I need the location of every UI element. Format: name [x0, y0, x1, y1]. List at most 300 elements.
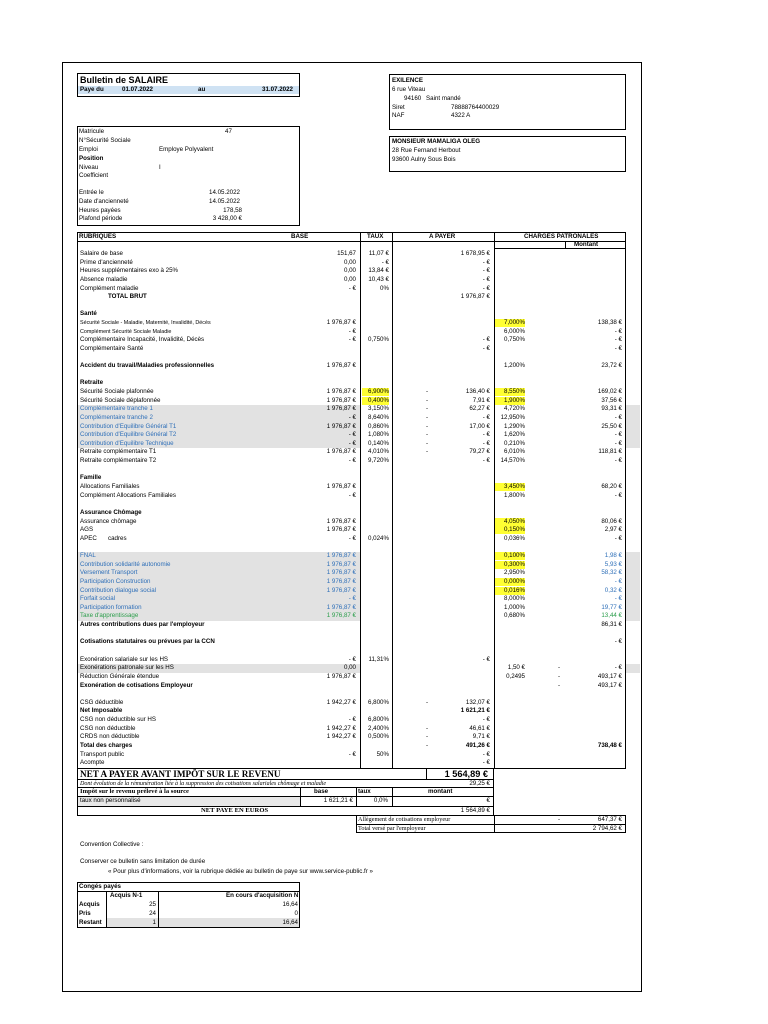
conges-col-n1: Acquis N-1 — [110, 892, 143, 899]
rubrique-label: Transport public — [80, 750, 125, 758]
charge-taux: 0,2495 — [506, 672, 525, 680]
rubrique-label: Participation formation — [80, 603, 142, 611]
base-value: 1 976,87 € — [326, 526, 356, 534]
base-value: - € — [348, 595, 356, 603]
pay-value: 62,27 € — [469, 405, 490, 413]
charge-taux: 8,000% — [504, 595, 525, 603]
anciennete-label: Date d'ancienneté — [79, 198, 129, 205]
rubrique-label: Heures supplémentaires exo à 25% — [80, 267, 179, 275]
pay-value: - € — [482, 431, 490, 439]
niveau-value: I — [159, 164, 161, 171]
row-shade — [626, 561, 640, 570]
conges-row-n1: 25 — [149, 901, 156, 908]
employer-name: EXILENCE — [392, 77, 423, 84]
rubrique-label: CRDS non déductible — [80, 733, 140, 741]
taux-value: 6,800% — [368, 716, 389, 724]
base-value: - € — [348, 457, 356, 465]
siret-label: Siret — [392, 104, 405, 111]
col-montant: Montant — [574, 241, 599, 248]
heures-label: Heures payées — [79, 207, 121, 214]
charge-taux: 1,620% — [504, 431, 525, 439]
naf-value: 4322 A — [451, 112, 471, 119]
pay-value: - € — [482, 750, 490, 758]
impot-base: 1 621,21 € — [323, 797, 353, 804]
heures-value: 178,58 — [223, 207, 242, 214]
taux-value: 10,43 € — [368, 275, 389, 283]
charge-taux: 0,000% — [495, 578, 525, 586]
row-shade — [626, 440, 640, 449]
employee-name: MONSIEUR MAMALIGA OLEG — [392, 138, 481, 145]
base-value: 1 976,87 € — [326, 586, 356, 594]
net-note: Dont évolution de la rémunération liée à la suppression des cotisations salariales chômage et maladie — [80, 781, 327, 787]
taux-value: 3,150% — [368, 405, 389, 413]
charge-taux: 2,950% — [504, 569, 525, 577]
charge-amount: 86,31 € — [601, 621, 622, 629]
base-value: 0,00 — [343, 275, 356, 283]
charge-taux: 1,000% — [504, 603, 525, 611]
base-value: - € — [348, 431, 356, 439]
employee-address: 28 Rue Fernand Herbout — [392, 147, 461, 154]
pay-dash: - — [426, 733, 429, 741]
rubrique-label: CSG non déductible sur HS — [80, 716, 157, 724]
pay-value: - € — [482, 336, 490, 344]
row-shade — [626, 405, 640, 414]
charge-taux: 0,100% — [495, 552, 525, 560]
charge-taux: 1,290% — [504, 422, 525, 430]
charge-amount: - € — [614, 336, 622, 344]
charge-amount: 169,02 € — [597, 388, 622, 396]
pay-dash: - — [426, 405, 429, 413]
rubrique-label: Contribution solidarité autonomie — [80, 560, 171, 568]
base-value: 1 942,27 € — [326, 698, 356, 706]
net-label: NET A PAYER AVANT IMPÔT SUR LE REVENU — [80, 769, 281, 779]
taux-value: 6,900% — [362, 388, 389, 396]
charge-amount: 80,06 € — [601, 517, 622, 525]
base-value: 1 976,87 € — [326, 362, 356, 370]
charge-amount: 58,32 € — [601, 569, 622, 577]
charge-dash: - — [558, 672, 561, 680]
rubrique-label: Exonération de cotisations Employeur — [80, 681, 193, 689]
charge-amount: 25,50 € — [601, 422, 622, 430]
charge-amount: - € — [614, 327, 622, 335]
pay-dash: - — [426, 439, 429, 447]
rubrique-label: Complément maladie — [80, 284, 139, 292]
plafond-value: 3 428,00 € — [212, 215, 242, 222]
base-value: 1 976,87 € — [326, 603, 356, 611]
base-value: - € — [348, 284, 356, 292]
taux-value: 11,31% — [368, 655, 389, 663]
pay-dash: - — [426, 413, 429, 421]
rubrique-label: Complémentaire Incapacité, Invalidité, Décès — [80, 336, 205, 344]
rubrique-label: Sécurité Sociale - Maladie, Maternité, Invalidité, Décès — [80, 320, 211, 327]
impot-taux-label: taux — [358, 788, 371, 795]
nss-label: N°Sécurité Sociale — [79, 137, 131, 144]
period-from: 01.07.2022 — [122, 86, 153, 93]
charge-taux: 6,000% — [504, 327, 525, 335]
entree-label: Entrée le — [79, 189, 104, 196]
charge-amount: - € — [614, 457, 622, 465]
charge-taux: 4,050% — [495, 518, 525, 526]
charge-amount: - € — [614, 595, 622, 603]
charge-amount: - € — [614, 577, 622, 585]
emploi-value: Employe Polyvalent — [159, 146, 214, 153]
emploi-label: Emploi — [79, 146, 98, 153]
naf-label: NAF — [392, 112, 405, 119]
allegement-value: 647,37 € — [597, 816, 622, 823]
charge-amount: 738,48 € — [597, 741, 622, 749]
rubrique-label: Retraite complémentaire T2 — [80, 457, 157, 465]
pay-value: 46,61 € — [469, 724, 490, 732]
rubrique-label: Complémentaire tranche 1 — [80, 405, 153, 413]
row-shade — [626, 664, 640, 673]
plafond-label: Plafond période — [79, 215, 123, 222]
pay-dash: - — [426, 431, 429, 439]
charge-amount: 23,72 € — [601, 362, 622, 370]
base-value: 1 976,87 € — [326, 552, 356, 560]
allegement-label: Allègement de cotisations employeur — [358, 816, 451, 823]
employer-city: Saint mandé — [426, 95, 461, 102]
taux-value: 0,500% — [368, 733, 389, 741]
charge-taux: 8,550% — [495, 388, 525, 396]
rubrique-label: Exonérations patronale sur les HS — [80, 664, 174, 672]
entree-value: 14.05.2022 — [209, 189, 240, 196]
anciennete-value: 14.05.2022 — [209, 198, 240, 205]
taux-value: 50% — [376, 750, 389, 758]
charge-taux: 0,750% — [504, 336, 525, 344]
pay-value: 491,26 € — [465, 741, 490, 749]
rubrique-label: Exonération salariale sur les HS — [80, 655, 169, 663]
base-value: 1 976,87 € — [326, 560, 356, 568]
base-value: 0,00 — [343, 267, 356, 275]
pay-value: - € — [482, 267, 490, 275]
taux-value: 13,84 € — [368, 267, 389, 275]
rubrique-label: Contribution d'Equilibre Général T2 — [80, 431, 177, 439]
pay-value: 1 976,87 € — [460, 293, 490, 301]
niveau-label: Niveau — [79, 164, 99, 171]
charge-taux: 1,200% — [504, 362, 525, 370]
charge-taux: 0,036% — [504, 534, 525, 542]
rubrique-label: Sécurité Sociale déplafonnée — [80, 396, 161, 404]
charge-amount: 68,20 € — [601, 483, 622, 490]
base-value: 1 976,87 € — [326, 612, 356, 620]
rubrique-label: Prime d'ancienneté — [80, 258, 133, 266]
pay-dash: - — [426, 741, 429, 749]
charge-amount: - € — [614, 534, 622, 542]
total-verse-label: Total versé par l'employeur — [358, 825, 426, 832]
col-charges: CHARGES PATRONALES — [524, 233, 599, 240]
pay-value: 132,07 € — [465, 698, 490, 706]
rubrique-label: AGS — [80, 526, 94, 534]
base-value: - € — [348, 716, 356, 724]
pay-value: - € — [482, 457, 490, 465]
pay-value: 136,40 € — [465, 388, 490, 396]
pay-value: 1 621,21 € — [460, 707, 490, 715]
conges-row-label: Restant — [79, 919, 102, 926]
base-value: - € — [348, 413, 356, 421]
pay-value: - € — [482, 258, 490, 266]
rubrique-label: TOTAL BRUT — [108, 293, 147, 301]
base-value: - € — [348, 439, 356, 447]
total-verse-value: 2 794,62 € — [592, 825, 622, 832]
pay-value: - € — [482, 655, 490, 663]
row-shade — [626, 414, 640, 423]
taux-value: 2,400% — [368, 724, 389, 732]
base-value: 1 976,87 € — [326, 422, 356, 430]
base-value: 0,00 — [343, 664, 356, 672]
base-value: 1 976,87 € — [326, 319, 356, 327]
conges-row-n1: 1 — [152, 919, 156, 926]
base-value: 1 976,87 € — [326, 672, 356, 680]
conges-row-label: Pris — [79, 910, 91, 917]
base-value: 1 942,27 € — [326, 724, 356, 732]
pay-dash: - — [426, 422, 429, 430]
row-shade — [626, 587, 640, 596]
pay-value: - € — [482, 275, 490, 283]
rubrique-label: Famille — [80, 474, 102, 482]
charge-amount: 19,77 € — [601, 603, 622, 611]
pay-dash: - — [426, 698, 429, 706]
period-au: au — [198, 86, 206, 93]
taux-value: 9,720% — [368, 457, 389, 465]
pay-dash: - — [426, 396, 429, 404]
net-value: 1 564,89 € — [444, 769, 488, 779]
charge-amount: 1,98 € — [604, 552, 622, 560]
rubrique-label: Contribution d'Equilibre Technique — [80, 439, 174, 447]
charge-amount: 5,93 € — [604, 560, 622, 568]
rubrique-label: Complément Sécurité Sociale Maladie — [80, 328, 172, 335]
conges-row-n: 0 — [294, 910, 298, 917]
charge-amount: - € — [614, 664, 622, 672]
taux-value: 1,080% — [368, 431, 389, 439]
pay-value: - € — [482, 439, 490, 447]
taux-value: 4,010% — [368, 448, 389, 456]
taux-value: 8,640% — [368, 413, 389, 421]
rubrique-label: CSG non déductible — [80, 724, 136, 732]
charge-amount: 37,56 € — [601, 396, 622, 404]
rubrique-label: Taxe d'apprentissage — [80, 612, 139, 620]
row-shade — [626, 431, 640, 440]
rubrique-label: Acompte — [80, 759, 105, 767]
period-to: 31.07.2022 — [262, 86, 293, 93]
charge-amount: 138,38 € — [597, 319, 622, 327]
charge-amount: - € — [614, 491, 622, 499]
matricule-value: 47 — [225, 128, 232, 135]
conges-row-label: Acquis — [79, 901, 100, 908]
info-text: « Pour plus d'informations, voir la rubrique dédiée au bulletin de paye sur www.service-public.fr » — [108, 868, 373, 875]
conges-row-n1: 24 — [149, 910, 156, 917]
allegement-dash: - — [558, 816, 561, 823]
rubrique-label: Participation Construction — [80, 577, 151, 585]
row-shade — [626, 552, 640, 561]
charge-amount: 118,81 € — [598, 448, 622, 456]
taux-value: 0,860% — [368, 422, 389, 430]
col-rubriques: RUBRIQUES — [79, 233, 117, 240]
base-value: 151,67 — [337, 250, 356, 257]
conges-row-n: 16,64 — [282, 919, 298, 926]
position-label: Position — [79, 155, 104, 162]
impot-taux: 0,0% — [373, 797, 388, 804]
rubrique-label: Complémentaire Santé — [80, 344, 144, 352]
net-euros-value: 1 564,89 € — [460, 807, 490, 814]
pay-dash: - — [426, 448, 429, 456]
base-value: - € — [348, 750, 356, 758]
row-shade — [626, 569, 640, 578]
rubrique-label: Sécurité Sociale plafonnée — [80, 388, 154, 396]
pay-value: - € — [482, 284, 490, 292]
matricule-label: Matricule — [79, 128, 105, 135]
employer-address: 6 rue Viteau — [392, 86, 426, 93]
taux-np-label: taux non personnalisé — [80, 797, 141, 804]
col-base: BASE — [291, 233, 309, 240]
row-shade — [626, 578, 640, 587]
taux-value: 0,400% — [362, 397, 389, 405]
net-euros-label: NET PAYE EN EUROS — [201, 807, 269, 814]
conges-row-n: 16,64 — [282, 901, 298, 908]
charge-amount: 493,17 € — [597, 672, 622, 680]
rubrique-label: Contribution d'Equilibre Général T1 — [80, 422, 177, 430]
row-shade — [626, 604, 640, 613]
pay-value: - € — [482, 344, 490, 352]
impot-base-label: base — [314, 788, 329, 795]
siret-value: 78888764400029 — [451, 104, 500, 111]
charge-amount: - € — [614, 344, 622, 352]
rubrique-label: Assurance Chômage — [80, 508, 142, 516]
pay-value: 79,27 € — [469, 448, 490, 456]
taux-value: 6,800% — [368, 698, 389, 706]
charge-taux: 14,570% — [500, 457, 525, 465]
charge-taux: 1,800% — [504, 491, 525, 499]
row-shade — [626, 595, 640, 604]
base-value: - € — [348, 655, 356, 663]
charge-taux: 0,680% — [504, 612, 525, 620]
charge-amount: - € — [614, 413, 622, 421]
charge-amount: - € — [614, 638, 622, 646]
pay-value: - € — [482, 413, 490, 421]
conserver-text: Conserver ce bulletin sans limitation de durée — [80, 858, 206, 865]
rubrique-label: Versement Transport — [80, 569, 138, 577]
charge-amount: - € — [614, 431, 622, 439]
pay-dash: - — [426, 724, 429, 732]
base-value: - € — [348, 336, 356, 344]
base-value: - € — [348, 327, 356, 335]
period-label: Paye du — [80, 86, 104, 93]
pay-value: 9,71 € — [472, 733, 490, 741]
charge-taux: 0,150% — [495, 526, 525, 534]
rubrique-label: Contribution dialogue social — [80, 586, 157, 594]
rubrique-label: CSG déductible — [80, 698, 124, 706]
pay-dash: - — [426, 388, 429, 396]
rubrique-label: Réduction Générale étendue — [80, 672, 160, 680]
rubrique-label: Total des charges — [80, 741, 133, 749]
charge-amount: 93,31 € — [601, 405, 622, 413]
rubrique-label: Retraite — [80, 379, 104, 387]
net-note-value: 29,25 € — [469, 780, 490, 787]
coefficient-label: Coefficient — [79, 172, 109, 179]
rubrique-label: Net Imposable — [80, 707, 123, 715]
charge-amount: 2,97 € — [604, 526, 622, 534]
convention-text: Convention Collective : — [80, 841, 144, 848]
charge-taux: 0,016% — [495, 587, 525, 595]
rubrique-label: Complémentaire tranche 2 — [80, 413, 153, 421]
charge-taux: 0,300% — [495, 561, 525, 569]
base-value: 1 976,87 € — [326, 577, 356, 585]
impot-montant-label: montant — [428, 788, 453, 795]
charge-taux: 6,010% — [504, 448, 525, 456]
rubrique-label: FNAL — [80, 552, 96, 560]
pay-value: 1 678,95 € — [460, 250, 490, 257]
base-value: 1 976,87 € — [326, 517, 356, 525]
charge-amount: 493,17 € — [597, 681, 622, 689]
rubrique-label: Salaire de base — [80, 250, 123, 257]
payslip-title: Bulletin de SALAIRE — [80, 75, 169, 85]
base-value: - € — [348, 491, 356, 499]
base-value: 1 976,87 € — [326, 388, 356, 396]
rubrique-label: Forfait social — [80, 595, 116, 603]
rubrique-label: Assurance chômage — [80, 517, 137, 525]
taux-value: 11,07 € — [368, 250, 389, 257]
impot-label: Impôt sur le revenu prélevé à la source — [80, 788, 189, 795]
impot-montant: € — [486, 797, 490, 804]
employer-postcode: 94160 — [404, 95, 422, 102]
rubrique-label: Allocations Familiales — [80, 483, 140, 490]
taux-value: 0,024% — [368, 534, 389, 542]
taux-value: 0,140% — [368, 439, 389, 447]
rubrique-label: Accident du travail/Maladies professionnelles — [80, 362, 215, 370]
pay-value: - € — [482, 716, 490, 724]
charge-taux: 3,450% — [495, 483, 525, 491]
base-value: 1 976,87 € — [326, 405, 356, 413]
employee-city: 93600 Aulny Sous Bois — [392, 156, 456, 163]
taux-value: - € — [381, 258, 389, 266]
pay-value: - € — [482, 759, 490, 767]
col-taux: TAUX — [367, 233, 384, 240]
charge-taux: 0,210% — [504, 439, 525, 447]
charge-dash: - — [558, 664, 561, 672]
row-shade — [626, 423, 640, 432]
base-value: 1 976,87 € — [326, 448, 356, 456]
charge-taux: 12,950% — [500, 413, 525, 421]
pay-value: 17,00 € — [469, 422, 490, 430]
conges-title: Congés payés — [79, 883, 121, 890]
rubrique-label: APEC — [80, 534, 97, 542]
charge-taux: 1,50 € — [507, 664, 525, 672]
base-value: 1 976,87 € — [326, 569, 356, 577]
rubrique-extra: cadres — [108, 534, 127, 542]
taux-value: 0% — [380, 284, 389, 292]
rubrique-label: Absence maladie — [80, 275, 128, 283]
taux-value: 0,750% — [368, 336, 389, 344]
pay-value: 7,91 € — [472, 396, 490, 404]
rubrique-label: Cotisations statutaires ou prévues par la CCN — [80, 638, 215, 646]
charge-taux: 4,720% — [504, 405, 525, 413]
charge-taux: 7,000% — [495, 319, 525, 327]
charge-amount: 13,44 € — [601, 612, 622, 620]
base-value: 0,00 — [343, 258, 356, 266]
conges-col-n: En cours d'acquisition N — [226, 892, 299, 899]
charge-amount: 0,32 € — [604, 586, 622, 594]
employer-box — [389, 74, 626, 130]
charge-dash: - — [558, 681, 561, 689]
rubrique-label: Retraite complémentaire T1 — [80, 448, 157, 456]
rubrique-label: Santé — [80, 310, 97, 318]
rubrique-label: Complément Allocations Familiales — [80, 491, 176, 499]
col-a-payer: A PAYER — [429, 233, 456, 240]
base-value: 1 976,87 € — [326, 483, 356, 490]
base-value: 1 942,27 € — [326, 733, 356, 741]
base-value: - € — [348, 534, 356, 542]
row-shade — [626, 612, 640, 621]
base-value: 1 976,87 € — [326, 396, 356, 404]
